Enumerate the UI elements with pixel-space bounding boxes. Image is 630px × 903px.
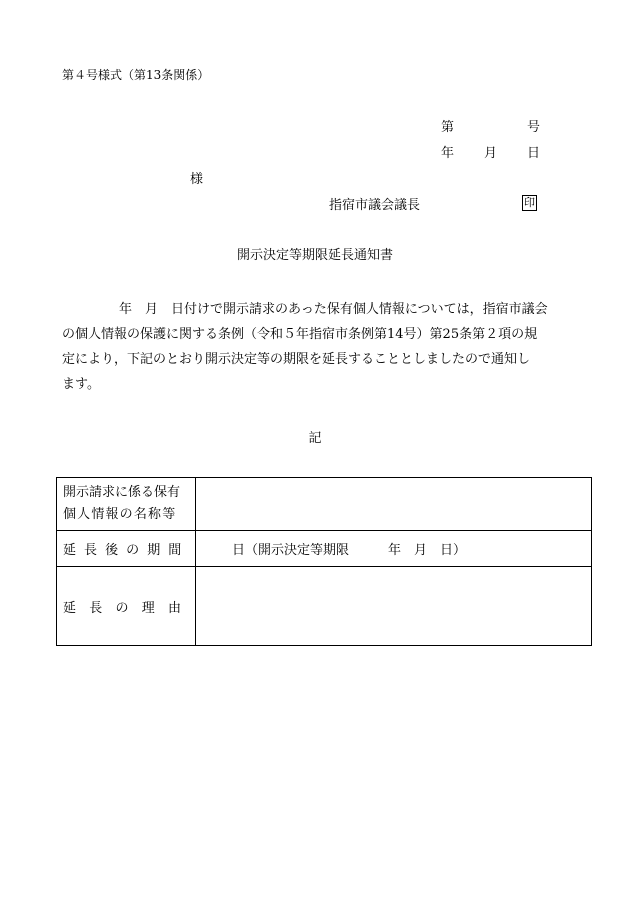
body-line: の個人情報の保護に関する条例（令和５年指宿市条例第14号）第25条第２項の規	[62, 327, 538, 342]
details-table	[56, 477, 592, 646]
addressee-honorific: 様	[190, 172, 204, 187]
date-day-label: 日	[527, 146, 541, 161]
date-month-label: 月	[484, 146, 498, 161]
notice-body	[62, 297, 582, 397]
date-year-label: 年	[441, 146, 455, 161]
table-row	[57, 567, 592, 646]
extended-period-value[interactable]: 日（開示決定等期限 年 月 日）	[196, 531, 592, 567]
document-number-suffix: 号	[527, 120, 541, 135]
extension-reason-label: 延長の理由	[57, 567, 196, 646]
form-number-label: 第４号様式（第13条関係）	[62, 68, 210, 82]
table-row	[57, 531, 592, 567]
info-name-label-line1: 開示請求に係る保有	[63, 485, 181, 500]
ki-heading: 記	[308, 431, 322, 446]
document-number-prefix: 第	[441, 120, 455, 135]
info-name-value[interactable]	[196, 478, 592, 531]
extension-reason-value[interactable]	[196, 567, 592, 646]
body-line: 年 月 日付けで開示請求のあった保有個人情報については，指宿市議会	[119, 302, 548, 317]
document-title: 開示決定等期限延長通知書	[236, 248, 393, 263]
table-row	[57, 478, 592, 531]
sender-title: 指宿市議会議長	[329, 198, 421, 213]
info-name-label-line2: 個人情報の名称等	[63, 507, 177, 522]
seal-stamp-box: 印	[524, 196, 535, 209]
info-name-label	[57, 478, 196, 531]
body-line: ます。	[62, 377, 100, 392]
extended-period-label: 延長後の期間	[57, 531, 196, 567]
body-line: 定により，下記のとおり開示決定等の期限を延長することとしましたので通知し	[62, 352, 531, 367]
